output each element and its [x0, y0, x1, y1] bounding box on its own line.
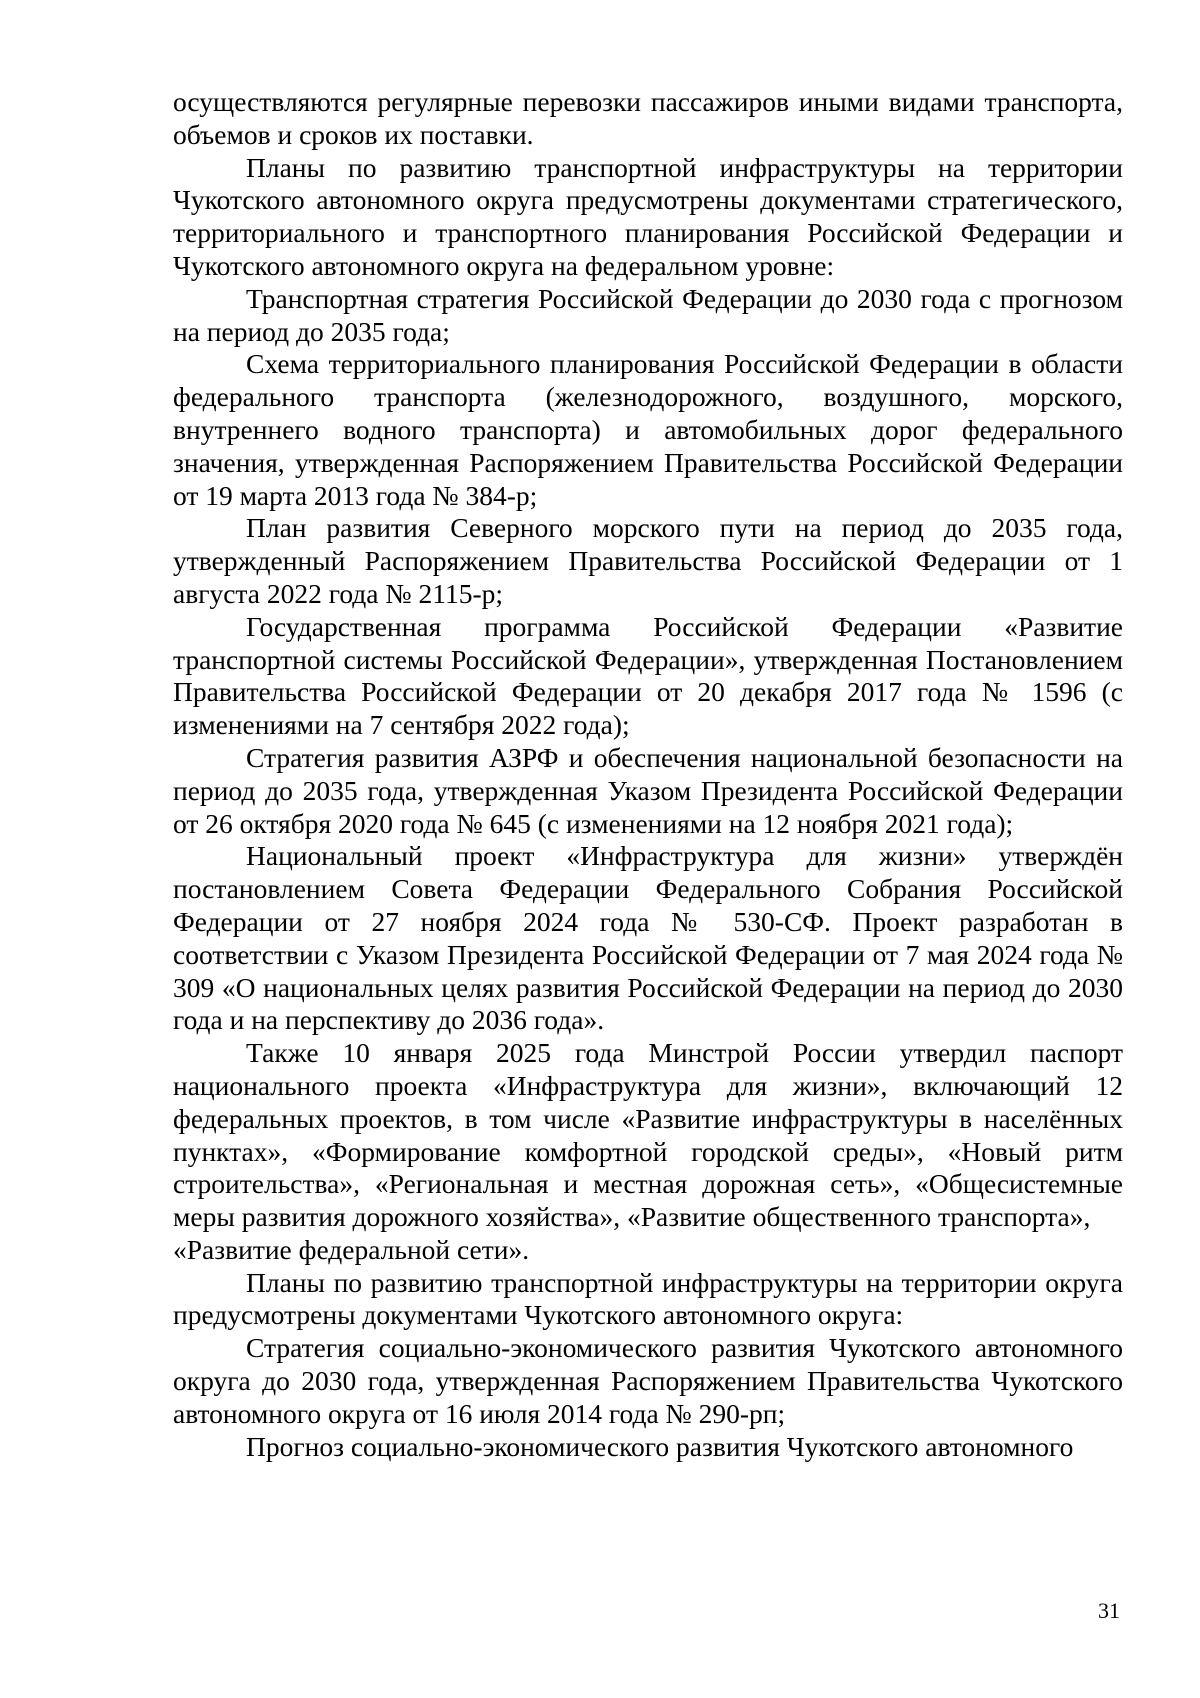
page-number: 31 [1098, 1598, 1120, 1623]
paragraph-plans-federal: Планы по развитию транспортной инфраструктуры на территории Чукотского автономного округа предусмотрены документами стратегического, территориального и транспортного планирования Российской Федерации и Чукотского автономного округа на федеральном уровне: [173, 151, 1123, 281]
paragraph-territorial-scheme: Схема территориального планирования Российской Федерации в области федерального транспорта (железнодорожного, воздушного, морского, внутреннего водного транспорта) и автомобильных дорог федерального значения, утвержденная Распоряжением Правительства Российской Федерации от 19 марта 2013 года № 384-р; [173, 348, 1123, 511]
paragraph-federal-network: «Развитие федеральной сети». [173, 1233, 530, 1265]
paragraph-minstroy-passport: Также 10 января 2025 года Минстрой России утвердил паспорт национального проекта «Инфраструктура для жизни», включающий 12 федеральных проектов, в том числе «Развитие инфраструктуры в населённых пунктах», «Формирование комфортной городской среды», «Новый ритм строительства», «Региональная и местная дорожная сеть», «Общесистемные меры развития дорожного хозяйства», «Развитие общественного транспорта», [173, 1037, 1123, 1233]
paragraph-socioeconomic-strategy: Стратегия социально-экономического развития Чукотского автономного округа до 2030 года, утвержденная Распоряжением Правительства Чукотского автономного округа от 16 июля 2014 года № 290-рп; [173, 1332, 1123, 1429]
paragraph-plans-regional: Планы по развитию транспортной инфраструктуры на территории округа предусмотрены документами Чукотского автономного округа: [173, 1266, 1123, 1331]
paragraph-state-program: Государственная программа Российской Федерации «Развитие транспортной системы Российской Федерации», утвержденная Постановлением Правительства Российской Федерации от 20 декабря 2017 года № 1596 (с изменениями на 7 сентября 2022 года); [173, 610, 1123, 741]
document-page [173, 86, 1123, 1463]
paragraph-northern-sea-route: План развития Северного морского пути на период до 2035 года, утвержденный Распоряжением Правительства Российской Федерации от 1 августа 2022 года № 2115-р; [173, 512, 1123, 609]
paragraph-national-project: Национальный проект «Инфраструктура для жизни» утверждён постановлением Совета Федерации Федерального Собрания Российской Федерации от 27 ноября 2024 года № 530-СФ. Проект разработан в соответствии с Указом Президента Российской Федерации от 7 мая 2024 года № 309 «О национальных целях развития Российской Федерации на период до 2030 года и на перспективу до 2036 года». [173, 840, 1123, 1036]
paragraph-azrf-strategy: Стратегия развития АЗРФ и обеспечения национальной безопасности на период до 2035 года, утвержденная Указом Президента Российской Федерации от 26 октября 2020 года № 645 (с изменениями на 12 ноября 2021 года); [173, 741, 1123, 839]
paragraph-socioeconomic-forecast: Прогноз социально-экономического развития Чукотского автономного [246, 1430, 1074, 1462]
paragraph-continuation: осуществляются регулярные перевозки пассажиров иными видами транспорта, объемов и сроков их поставки. [173, 86, 1123, 150]
paragraph-transport-strategy: Транспортная стратегия Российской Федерации до 2030 года с прогнозом на период до 2035 года; [173, 282, 1123, 347]
